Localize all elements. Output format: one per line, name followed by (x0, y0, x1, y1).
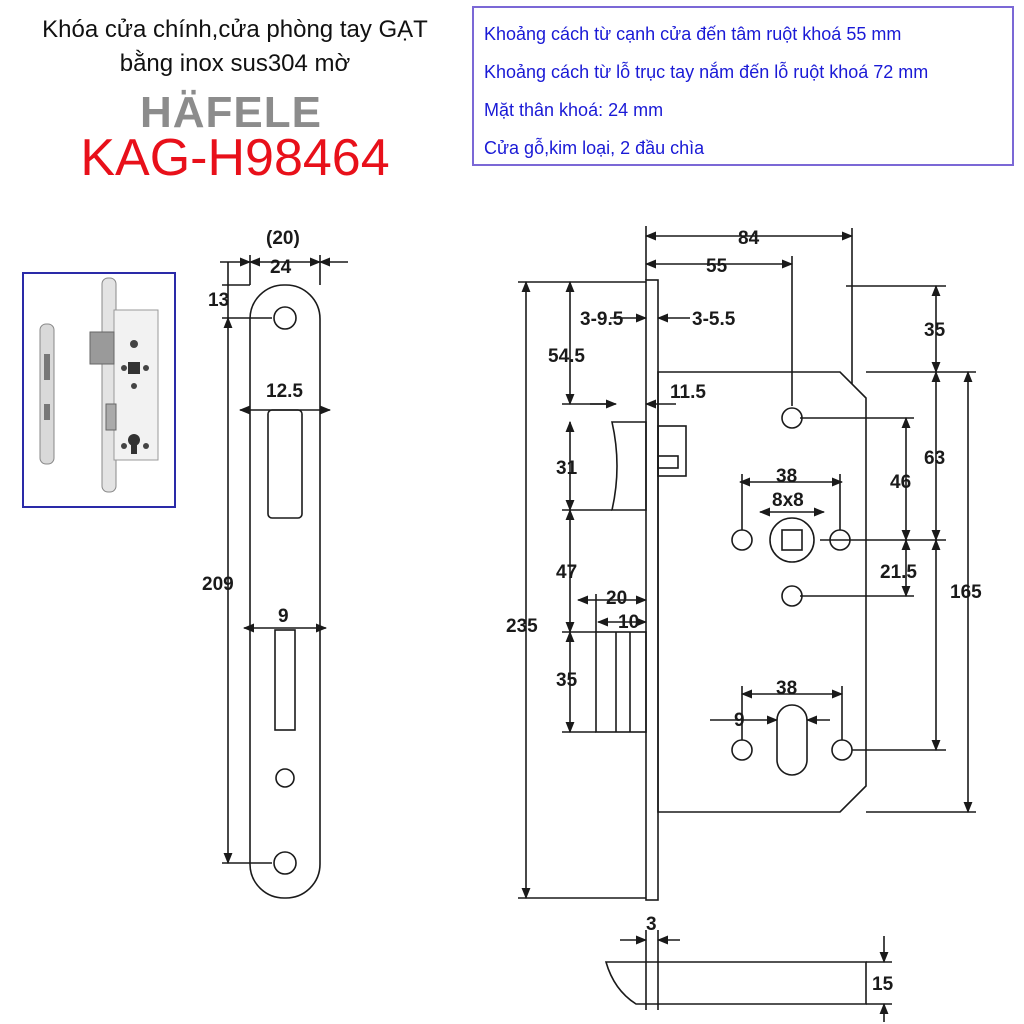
screw-hole-bottom (274, 852, 296, 874)
dim-bolt-throw: 20 (606, 588, 628, 609)
dim-front-paren: (20) (266, 228, 300, 249)
dim-bolt-height: 35 (556, 670, 578, 691)
title-line-1: Khóa cửa chính,cửa phòng tay GẠT (42, 16, 428, 43)
dead-bolt (596, 632, 646, 732)
hole-cyl-left (732, 740, 752, 760)
model-number: KAG-H98464 (80, 129, 390, 187)
spec-door-type: Cửa gỗ,kim loại, 2 đầu chìa (484, 138, 705, 158)
hole-left (732, 530, 752, 550)
dim-offset-a: 3-9.5 (580, 309, 624, 330)
brand-logo: HÄFELE (140, 88, 322, 137)
hole-middle (782, 586, 802, 606)
dim-plate-thickness: 3 (646, 914, 657, 935)
faceplate-outline (250, 285, 320, 898)
dim-faceplate-height: 235 (506, 616, 538, 637)
dim-spindle-to-hole: 46 (890, 472, 912, 493)
spec-backset: Khoảng cách từ cạnh cửa đến tâm ruột khoá 55 mm (484, 24, 902, 44)
dim-cylinder-hole: 9 (734, 710, 745, 731)
spindle-square (782, 530, 802, 550)
dim-latch-width: 12.5 (266, 381, 303, 402)
bolt-opening (275, 630, 295, 730)
dim-bolt-pos: 47 (556, 562, 578, 583)
bottom-strike (606, 962, 866, 1004)
dim-spindle: 8x8 (772, 490, 804, 511)
latch-bolt (612, 422, 646, 510)
screw-hole-top (274, 307, 296, 329)
dim-hole-spacing-bottom: 38 (776, 678, 798, 699)
dim-case-height: 165 (950, 582, 982, 603)
side-faceplate (646, 280, 658, 900)
dim-plate-width: 15 (872, 974, 894, 995)
dim-latch-pos: 54.5 (548, 346, 585, 367)
dim-bolt-width: 9 (278, 606, 289, 627)
spec-faceplate-width: Mặt thân khoá: 24 mm (484, 100, 664, 120)
cylinder-hole (777, 705, 807, 775)
hole-cyl-right (832, 740, 852, 760)
dim-case-upper: 63 (924, 448, 946, 469)
dim-backset: 55 (706, 256, 728, 277)
latch-opening (268, 410, 302, 518)
dim-front-top: 13 (208, 290, 230, 311)
key-hole (276, 769, 294, 787)
hole-top (782, 408, 802, 428)
dim-bolt-inner: 10 (618, 612, 640, 633)
spindle-hub (770, 518, 814, 562)
title-line-2: bằng inox sus304 mờ (119, 50, 351, 77)
dim-hole-spacing-top: 38 (776, 466, 798, 487)
dim-front-width: 24 (270, 257, 292, 278)
dim-top-to-case: 35 (924, 320, 946, 341)
dim-latch-height: 31 (556, 458, 578, 479)
dim-front-height: 209 (202, 574, 234, 595)
spec-spindle-distance: Khoảng cách từ lỗ trục tay nắm đến lỗ ruột khoá 72 mm (484, 62, 929, 82)
dim-overall-width: 84 (738, 228, 760, 249)
dim-spindle-offset: 21.5 (880, 562, 917, 583)
dim-latch-proj: 11.5 (670, 382, 706, 403)
lock-case-outline (658, 372, 866, 812)
dim-offset-b: 3-5.5 (692, 309, 736, 330)
